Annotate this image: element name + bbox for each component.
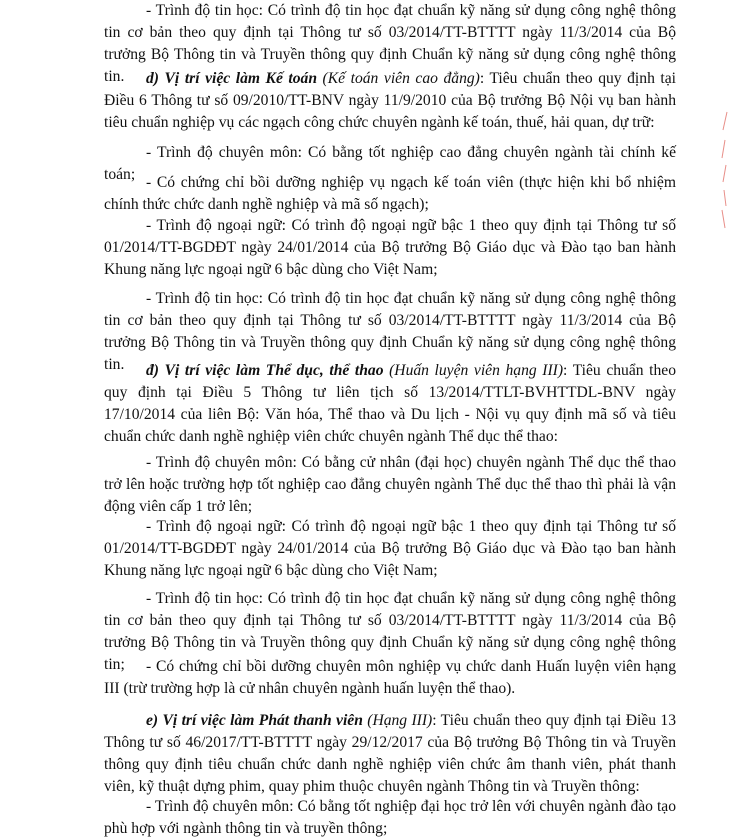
section-body: : Tiêu chuẩn theo quy định tại Điều 13 Thông tư số 46/2017/TT-BTTTT ngày 29/12/2017 của Bộ trưởng Bộ Thông tin và Truyền thông quy định tiêu chuẩn chức danh nghề nghiệp viên chức âm thanh viên, phát thanh viên, kỹ thuật dựng phim, quay phim thuộc chuyên ngành Thông tin và Truyền thông:: [104, 712, 677, 795]
section-title: d) Vị trí việc làm Kế toán: [146, 70, 318, 87]
section-subtitle: (Hạng III): [362, 712, 433, 729]
section-subtitle: (Kế toán viên cao đẳng): [317, 70, 480, 87]
paragraph-it-skill-3: - Trình độ tin học: Có trình độ tin học đạt chuẩn kỹ năng sử dụng công nghệ thông tin cơ bản theo quy định tại Thông tư số 03/2014/TT-BTTTT ngày 11/3/2014 của Bộ trưởng Bộ Thông tin và Truyền thông quy định Chuẩn kỹ năng sử dụng công nghệ thông tin;: [104, 590, 676, 673]
paragraph-it-skill-1: - Trình độ tin học: Có trình độ tin học đạt chuẩn kỹ năng sử dụng công nghệ thông tin cơ bản theo quy định tại Thông tư số 03/2014/TT-BTTTT ngày 11/3/2014 của Bộ trưởng Bộ Thông tin và Truyền thông quy định Chuẩn kỹ năng sử dụng công nghệ thông tin.: [104, 2, 676, 85]
paragraph-coach-certificate: - Có chứng chỉ bồi dưỡng chuyên môn nghiệp vụ chức danh Huấn luyện viên hạng III (trừ trường hợp là cử nhân chuyên ngành huấn luyện thể thao).: [104, 658, 676, 697]
section-title: đ) Vị trí việc làm Thể dục, thể thao: [146, 362, 384, 379]
section-accountant: [104, 68, 676, 134]
paragraph-qualification: - Trình độ chuyên môn: Có bằng tốt nghiệp cao đẳng chuyên ngành tài chính kế toán;: [104, 144, 676, 183]
section-announcer: [104, 710, 676, 798]
section-title: e) Vị trí việc làm Phát thanh viên: [146, 712, 363, 729]
section-subtitle: (Huấn luyện viên hạng III): [383, 362, 564, 379]
section-body: : Tiêu chuẩn theo quy định tại Điều 6 Thông tư số 09/2010/TT-BNV ngày 11/9/2010 của Bộ trưởng Bộ Nội vụ ban hành tiêu chuẩn nghiệp vụ các ngạch công chức chuyên ngành kế toán, thuế, hải quan, dự trữ:: [104, 70, 676, 131]
section-body: : Tiêu chuẩn theo quy định tại Điều 5 Thông tư liên tịch số 13/2014/TTLT-BVHTTDL-BNV ngày 17/10/2014 của liên Bộ: Văn hóa, Thể thao và Du lịch - Nội vụ quy định mã số và tiêu chuẩn chức danh nghề nghiệp viên chức chuyên ngành Thể dục thể thao:: [104, 362, 676, 445]
paragraph-it-skill-2: - Trình độ tin học: Có trình độ tin học đạt chuẩn kỹ năng sử dụng công nghệ thông tin cơ bản theo quy định tại Thông tư số 03/2014/TT-BTTTT ngày 11/3/2014 của Bộ trưởng Bộ Thông tin và Truyền thông quy định Chuẩn kỹ năng sử dụng công nghệ thông tin.: [104, 290, 676, 373]
paragraph-language-1: - Trình độ ngoại ngữ: Có trình độ ngoại ngữ bậc 1 theo quy định tại Thông tư số 01/2014/TT-BGDĐT ngày 24/01/2014 của Bộ trưởng Bộ Giáo dục và Đào tạo ban hành Khung năng lực ngoại ngữ 6 bậc dùng cho Việt Nam;: [104, 217, 676, 278]
paragraph-language-2: - Trình độ ngoại ngữ: Có trình độ ngoại ngữ bậc 1 theo quy định tại Thông tư số 01/2014/TT-BGDĐT ngày 24/01/2014 của Bộ trưởng Bộ Giáo dục và Đào tạo ban hành Khung năng lực ngoại ngữ 6 bậc dùng cho Việt Nam;: [104, 518, 676, 579]
section-sports: [104, 360, 676, 448]
red-stamp-mark: [719, 110, 729, 230]
paragraph-sports-qualification: - Trình độ chuyên môn: Có bằng cử nhân (đại học) chuyên ngành Thể dục thể thao trở lên hoặc trường hợp tốt nghiệp cao đẳng chuyên ngành Thể dục thể thao thì phải là vận động viên cấp 1 trở lên;: [104, 454, 676, 515]
paragraph-certificate: - Có chứng chỉ bồi dưỡng nghiệp vụ ngạch kế toán viên (thực hiện khi bổ nhiệm chính thức chức danh nghề nghiệp và mã số ngạch);: [104, 174, 676, 213]
paragraph-announcer-qualification: - Trình độ chuyên môn: Có bằng tốt nghiệp đại học trở lên với chuyên ngành đào tạo phù hợp với ngành thông tin và truyền thông;: [104, 798, 676, 837]
